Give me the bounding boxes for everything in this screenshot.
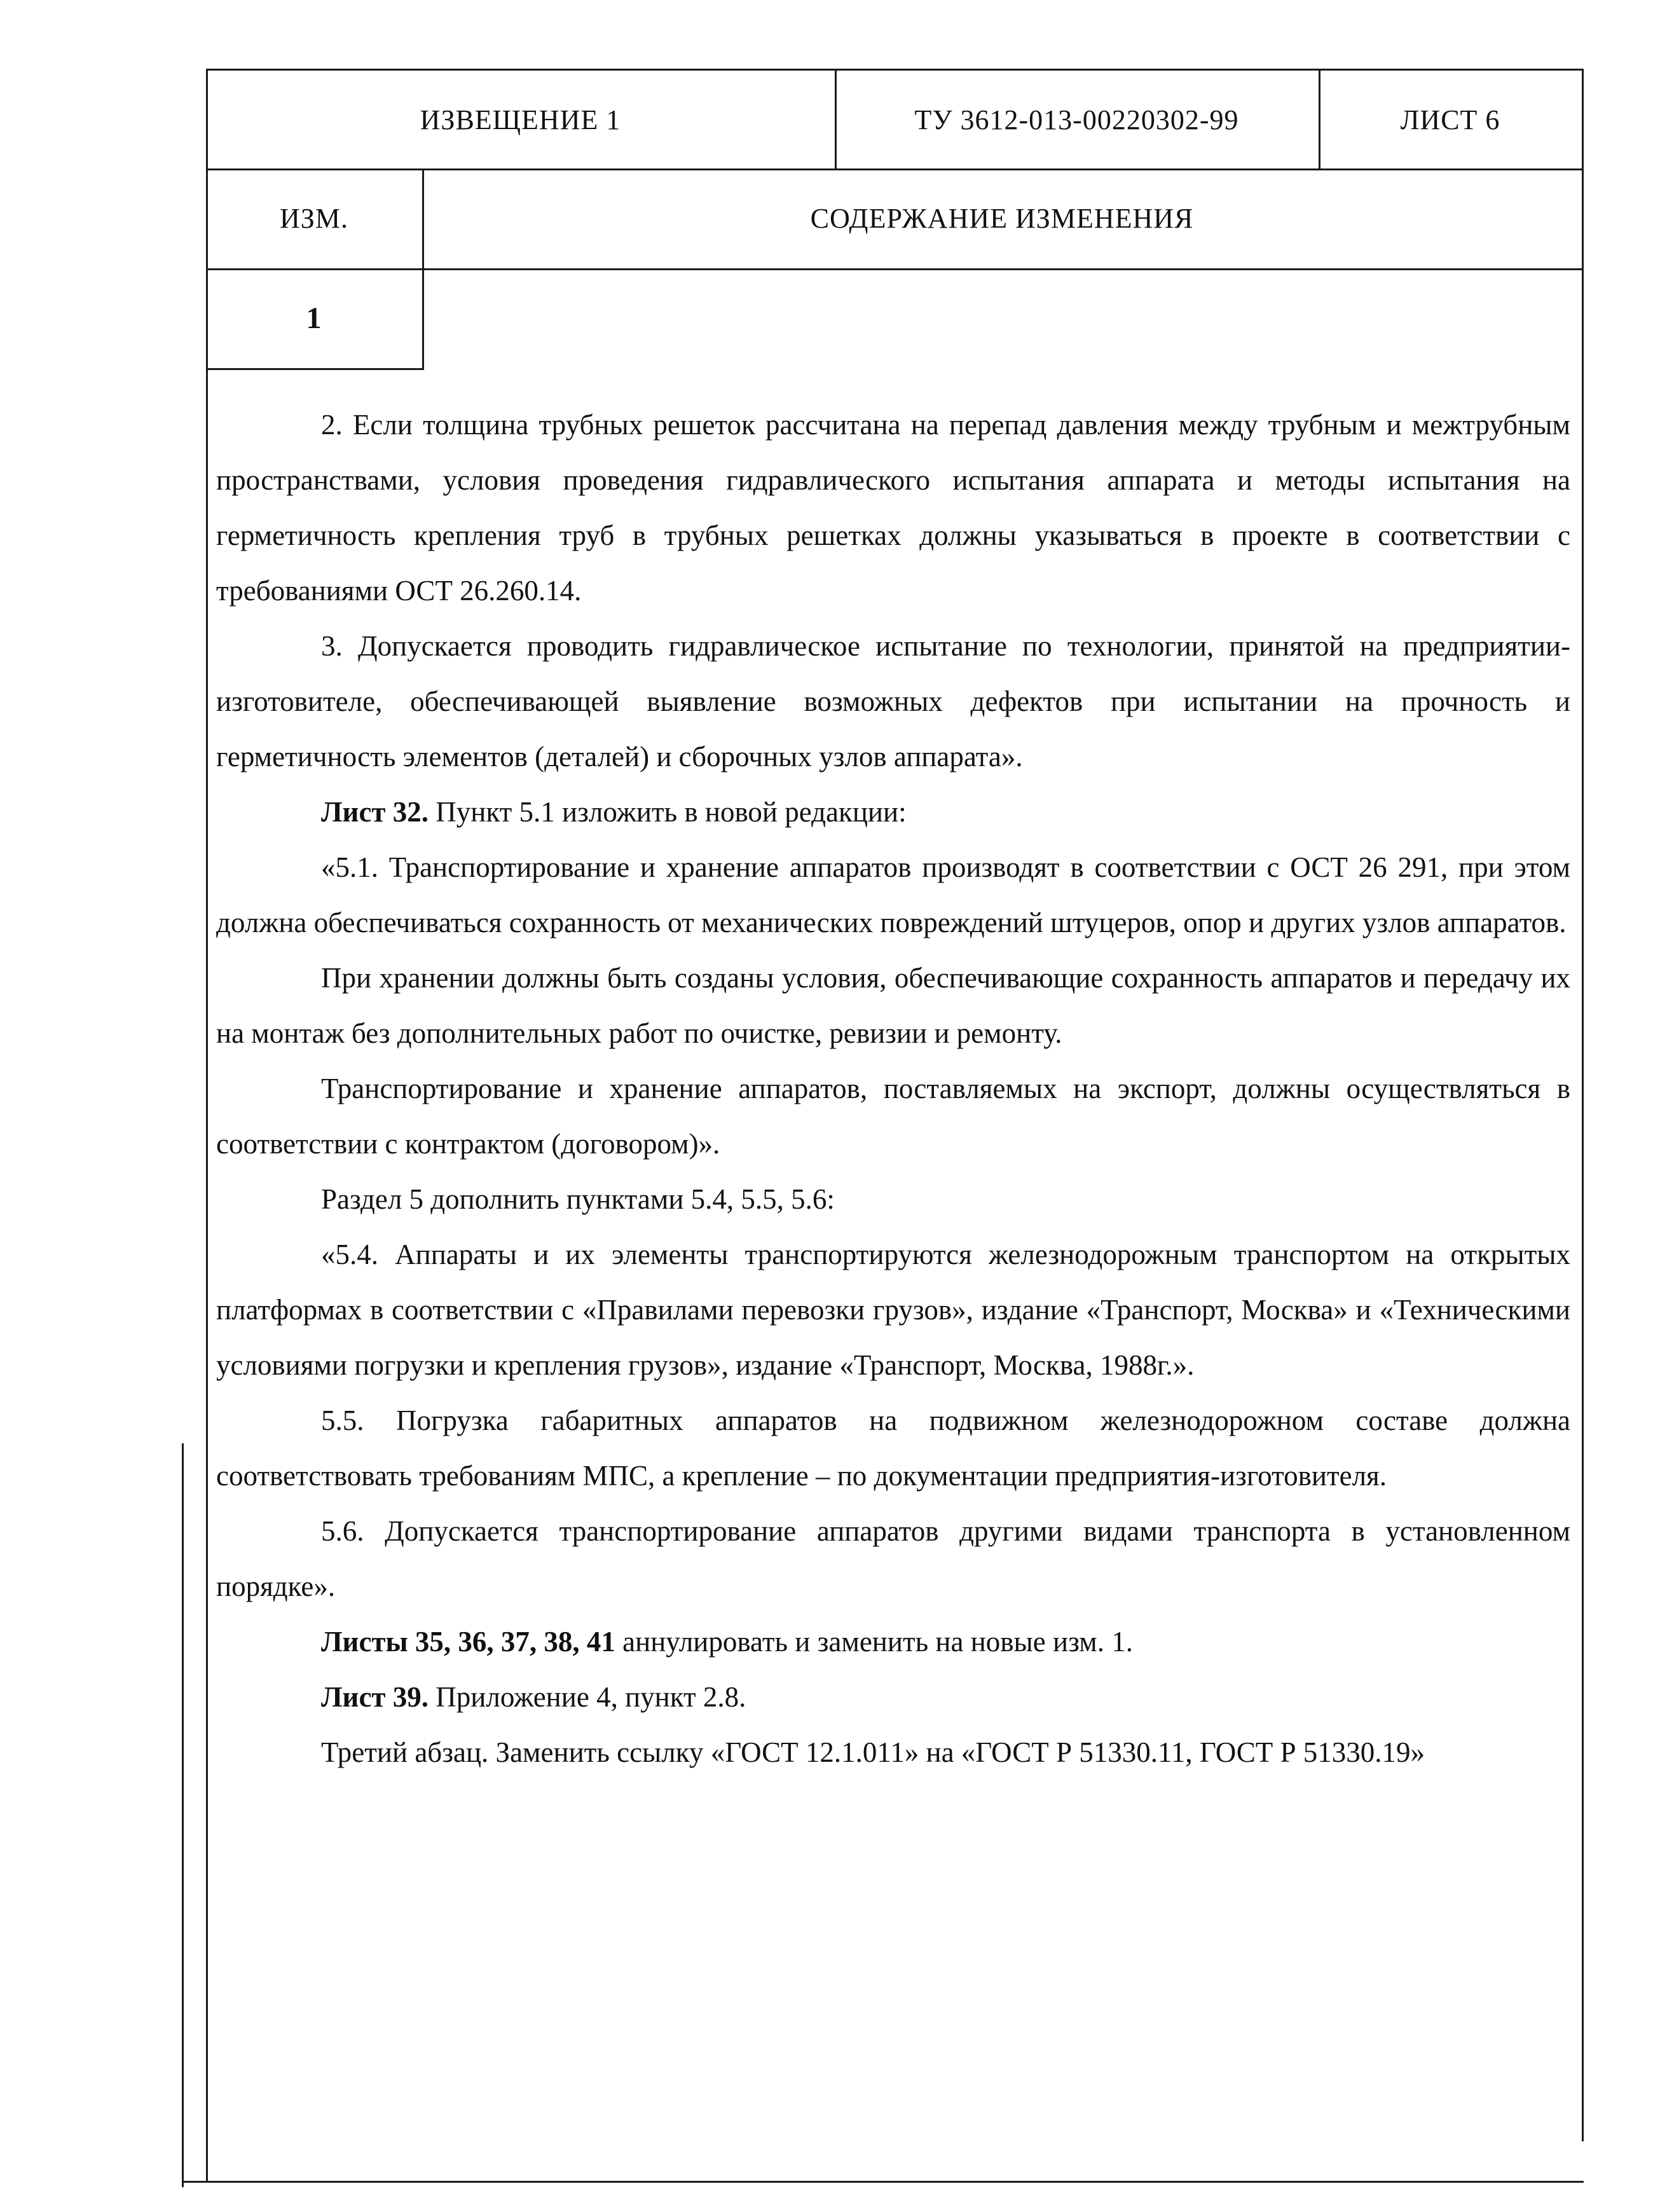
- paragraph: [216, 1614, 1570, 1670]
- spec-code: ТУ 3612-013-00220302-99: [914, 104, 1239, 135]
- paragraph: «5.1. Транспортирование и хранение аппаратов производят в соответствии с ОСТ 26 291, при этом должна обеспечиваться сохранность от механических повреждений штуцеров, опор и других узлов аппаратов.: [216, 851, 1570, 938]
- header-sheet-cell: [1319, 69, 1584, 170]
- change-number-cell: [206, 268, 424, 370]
- paragraph: 3. Допускается проводить гидравлическое испытание по технологии, принятой на предприятии-изготовителе, обеспечивающей выявление возможных дефектов при испытании на прочность и герметичность элементов (деталей) и сборочных узлов аппарата».: [216, 630, 1570, 773]
- paragraph-text: Пункт 5.1 изложить в новой редакции:: [429, 796, 907, 828]
- sheet-reference: Листы 35, 36, 37, 38, 41: [321, 1626, 615, 1658]
- header-content-col-cell: [422, 168, 1584, 270]
- paragraph-text: Приложение 4, пункт 2.8.: [429, 1681, 746, 1713]
- sheet-reference: Лист 32.: [321, 796, 429, 828]
- paragraph: 2. Если толщина трубных решеток рассчитана на перепад давления между трубным и межтрубным пространствами, условия проведения гидравлического испытания аппарата и методы испытания на герметичность крепления труб в трубных решетках должны указываться в проекте в соответствии с требованиями ОСТ 26.260.14.: [216, 409, 1570, 607]
- sheet-reference: Лист 39.: [321, 1681, 429, 1713]
- paragraph: Раздел 5 дополнить пунктами 5.4, 5.5, 5.6:: [321, 1183, 835, 1215]
- paragraph: Третий абзац. Заменить ссылку «ГОСТ 12.1.011» на «ГОСТ Р 51330.11, ГОСТ Р 51330.19»: [321, 1736, 1425, 1768]
- frame-right-border: [1582, 69, 1584, 2141]
- sheet-number: ЛИСТ 6: [1400, 104, 1500, 135]
- paragraph: [216, 785, 1570, 840]
- paragraph-text: аннулировать и заменить на новые изм. 1.: [615, 1626, 1133, 1658]
- header-notice-cell: [206, 69, 837, 170]
- header-spec-cell: [835, 69, 1320, 170]
- paragraph: «5.4. Аппараты и их элементы транспортируются железнодорожным транспортом на открытых платформах в соответствии с «Правилами перевозки грузов», издание «Транспорт, Москва» и «Техническими условиями погрузки и крепления грузов», издание «Транспорт, Москва, 1988г.».: [216, 1239, 1570, 1381]
- change-number: 1: [306, 301, 322, 335]
- paragraph: 5.6. Допускается транспортирование аппаратов другими видами транспорта в установленном порядке».: [216, 1515, 1570, 1602]
- change-content-body: [216, 397, 1570, 1780]
- frame-bottom-border: [182, 2181, 1584, 2183]
- notice-title: ИЗВЕЩЕНИЕ 1: [420, 104, 621, 135]
- paragraph: При хранении должны быть созданы условия, обеспечивающие сохранность аппаратов и передачу их на монтаж без дополнительных работ по очистке, ревизии и ремонту.: [216, 962, 1570, 1049]
- content-column-label: СОДЕРЖАНИЕ ИЗМЕНЕНИЯ: [810, 203, 1194, 234]
- frame-left-border: [206, 69, 208, 2183]
- paragraph: Транспортирование и хранение аппаратов, поставляемых на экспорт, должны осуществляться в соответствии с контрактом (договором)».: [216, 1073, 1570, 1160]
- paragraph: [216, 1670, 1570, 1725]
- change-column-label: ИЗМ.: [280, 203, 348, 234]
- frame-left-lower-border: [182, 1443, 184, 2187]
- header-change-col-cell: [206, 168, 424, 270]
- paragraph: 5.5. Погрузка габаритных аппаратов на подвижном железнодорожном составе должна соответствовать требованиям МПС, а крепление – по документации предприятия-изготовителя.: [216, 1405, 1570, 1492]
